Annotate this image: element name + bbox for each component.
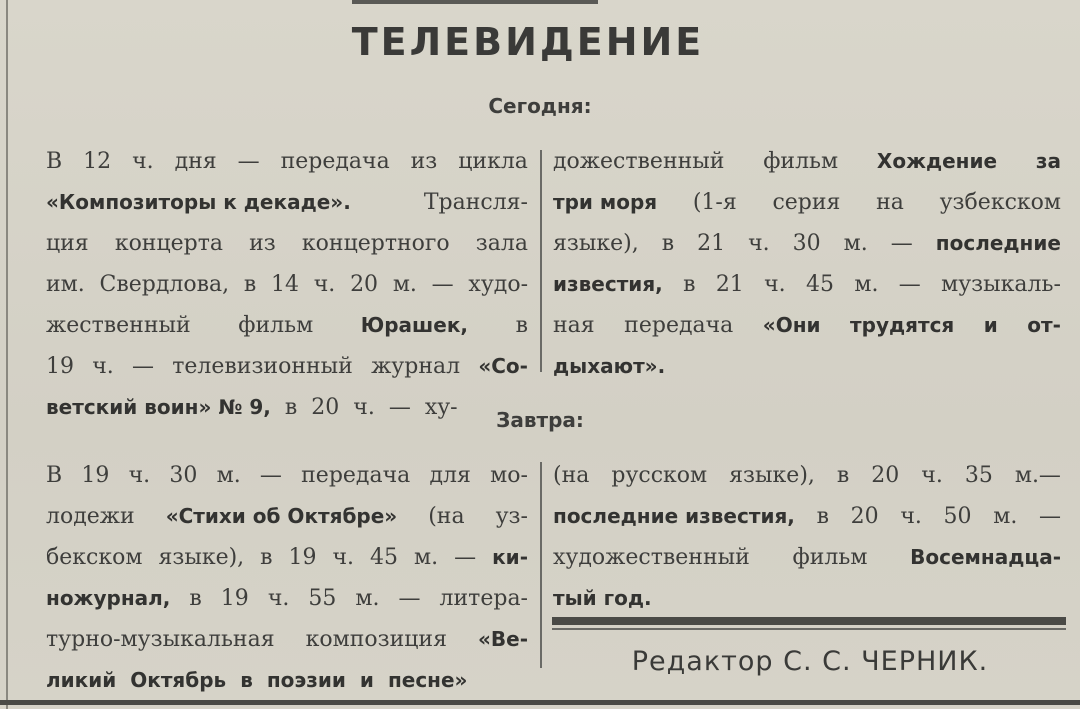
word: в — [260, 545, 273, 570]
bold-word: три моря — [553, 190, 658, 214]
word: музыкаль- — [941, 272, 1061, 297]
word: уз- — [495, 504, 528, 529]
word: цикла — [458, 149, 528, 174]
text-line — [46, 455, 528, 496]
word: серия — [772, 190, 841, 215]
word: ная — [553, 313, 595, 338]
word: Трансля- — [423, 190, 528, 215]
bold-word: поэзии — [266, 668, 346, 692]
bold-word: «Со- — [478, 354, 528, 378]
word: мо- — [490, 463, 528, 488]
word: м. — [355, 586, 380, 611]
word: — — [259, 463, 282, 488]
word: фильм — [238, 313, 314, 338]
text-line — [46, 141, 528, 182]
word: ху- — [424, 395, 458, 420]
word: журнал — [371, 354, 461, 379]
word: 21 — [697, 231, 726, 256]
bold-word: «Ве- — [477, 627, 528, 651]
today-left-column — [46, 141, 528, 428]
bold-word: в — [240, 668, 253, 692]
word: передача — [280, 149, 390, 174]
word: Свердлова, — [99, 272, 230, 297]
column-divider-today — [540, 150, 542, 372]
word: ч. — [332, 545, 355, 570]
bold-word: песне» — [387, 668, 468, 692]
text-line — [553, 223, 1061, 264]
bold-word: за — [1035, 149, 1061, 173]
bold-word: Восемнадца- — [910, 545, 1061, 569]
word: концертного — [301, 231, 450, 256]
word: в — [683, 272, 696, 297]
word: В — [46, 149, 63, 174]
word: художественный — [553, 545, 750, 570]
bold-word: «Они — [762, 313, 821, 337]
text-line — [553, 578, 1061, 619]
tomorrow-left-column — [46, 455, 528, 701]
word: ч. — [313, 272, 336, 297]
word: 19 — [220, 586, 249, 611]
bold-word: Октябрь — [130, 668, 227, 692]
word: 20 — [850, 504, 879, 529]
word: из — [249, 231, 276, 256]
word: в — [836, 463, 850, 488]
word: 30 — [169, 463, 198, 488]
word: ч. — [764, 272, 786, 297]
editor-rule-thin — [552, 628, 1066, 630]
word: 19 — [288, 545, 317, 570]
bold-word: и — [983, 313, 998, 337]
word: — — [454, 545, 477, 570]
word: 12 — [83, 149, 112, 174]
word: языке), — [158, 545, 245, 570]
word: фильм — [763, 149, 839, 174]
word: м. — [216, 463, 241, 488]
bold-word: и — [359, 668, 374, 692]
bottom-rule — [0, 700, 1080, 705]
word: языке), — [729, 463, 815, 488]
word: в — [816, 504, 829, 529]
word: 20 — [871, 463, 900, 488]
word: ч. — [353, 395, 375, 420]
word: м. — [843, 231, 868, 256]
word: ч. — [748, 231, 770, 256]
word: ция — [46, 231, 89, 256]
word: — — [890, 231, 913, 256]
word: (1-я — [692, 190, 737, 215]
word: узбекском — [939, 190, 1061, 215]
page-title: ТЕЛЕВИДЕНИЕ — [351, 20, 705, 64]
word: ч. — [921, 463, 943, 488]
word: в — [515, 313, 528, 338]
word: В — [46, 463, 63, 488]
word: 30 — [792, 231, 821, 256]
word: жественный — [46, 313, 191, 338]
word: ч. — [132, 149, 154, 174]
word: языке), — [553, 231, 639, 256]
text-line — [553, 182, 1061, 223]
word: — — [237, 149, 260, 174]
today-right-column — [553, 141, 1061, 387]
word: — — [1038, 504, 1061, 529]
text-line — [46, 578, 528, 619]
word: дожественный — [553, 149, 725, 174]
bold-word: дыхают». — [553, 354, 666, 378]
text-line — [553, 346, 1061, 387]
word: телевизионный — [172, 354, 353, 379]
word: ч. — [92, 354, 114, 379]
bold-word: последние известия, — [553, 504, 795, 528]
word: — — [898, 272, 921, 297]
word: м.— — [1014, 463, 1061, 488]
word: зала — [475, 231, 528, 256]
word: ч. — [267, 586, 290, 611]
word: фильм — [792, 545, 868, 570]
text-line — [46, 660, 528, 701]
word: 21 — [715, 272, 744, 297]
word: 19 — [46, 354, 74, 379]
top-rule — [352, 0, 598, 4]
bold-word: Юрашек, — [360, 313, 469, 337]
word: — — [131, 354, 154, 379]
bold-word: тый год. — [553, 586, 652, 610]
word: передача — [624, 313, 734, 338]
word: ч. — [128, 463, 151, 488]
text-line — [46, 619, 528, 660]
bold-word: ликий — [46, 668, 117, 692]
editor-rule-thick — [552, 617, 1066, 625]
text-line — [46, 537, 528, 578]
word: 55 — [308, 586, 337, 611]
word: м. — [993, 504, 1018, 529]
bold-word: Хождение — [876, 149, 998, 173]
word: лодежи — [46, 504, 135, 529]
bold-word: трудятся — [850, 313, 955, 337]
word: в — [284, 395, 298, 420]
word: 45 — [370, 545, 399, 570]
bold-word: ки- — [492, 545, 528, 569]
bold-word: от- — [1027, 313, 1061, 337]
word: 20 — [350, 272, 379, 297]
section-heading-today: Сегодня: — [488, 94, 592, 118]
text-line — [46, 496, 528, 537]
word: бекском — [46, 545, 143, 570]
word: в — [661, 231, 675, 256]
text-line — [553, 141, 1061, 182]
word: в — [243, 272, 257, 297]
word: худо- — [468, 272, 528, 297]
word: для — [429, 463, 471, 488]
text-line — [46, 182, 528, 223]
word: 19 — [81, 463, 110, 488]
text-line — [553, 264, 1061, 305]
word: (на — [553, 463, 590, 488]
word: им. — [46, 272, 85, 297]
word: (на — [428, 504, 465, 529]
bold-word: последние — [935, 231, 1061, 255]
section-heading-tomorrow: Завтра: — [496, 408, 584, 432]
text-line — [553, 496, 1061, 537]
column-divider-tomorrow — [540, 462, 542, 668]
bold-word: «Стихи об Октябре» — [165, 504, 398, 528]
bold-word: «Композиторы к декаде». — [46, 190, 351, 214]
text-line — [46, 223, 528, 264]
word: 50 — [943, 504, 972, 529]
word: — — [398, 586, 421, 611]
word: дня — [174, 149, 217, 174]
word: в — [189, 586, 202, 611]
word: ч. — [900, 504, 922, 529]
word: м. — [854, 272, 879, 297]
word: на — [876, 190, 904, 215]
word: м. — [414, 545, 439, 570]
word: из — [410, 149, 438, 174]
word: 20 — [311, 395, 340, 420]
word: передача — [301, 463, 411, 488]
editor-signature: Редактор С. С. ЧЕРНИК. — [631, 646, 989, 677]
tomorrow-right-column — [553, 455, 1061, 619]
word: — — [388, 395, 411, 420]
word: композиция — [305, 627, 447, 652]
text-line — [46, 305, 528, 346]
word: м. — [392, 272, 417, 297]
text-line — [553, 537, 1061, 578]
word: турно-музыкальная — [46, 627, 275, 652]
word: — — [431, 272, 454, 297]
word: литера- — [439, 586, 528, 611]
bold-word: ножурнал, — [46, 586, 171, 610]
text-line — [553, 455, 1061, 496]
word: 35 — [964, 463, 993, 488]
text-line — [553, 305, 1061, 346]
text-line — [46, 264, 528, 305]
text-line — [46, 346, 528, 387]
word: 45 — [806, 272, 835, 297]
bold-word: ветский воин» № 9, — [46, 395, 271, 419]
word: русском — [611, 463, 708, 488]
bold-word: известия, — [553, 272, 663, 296]
word: 14 — [271, 272, 300, 297]
word: концерта — [114, 231, 224, 256]
